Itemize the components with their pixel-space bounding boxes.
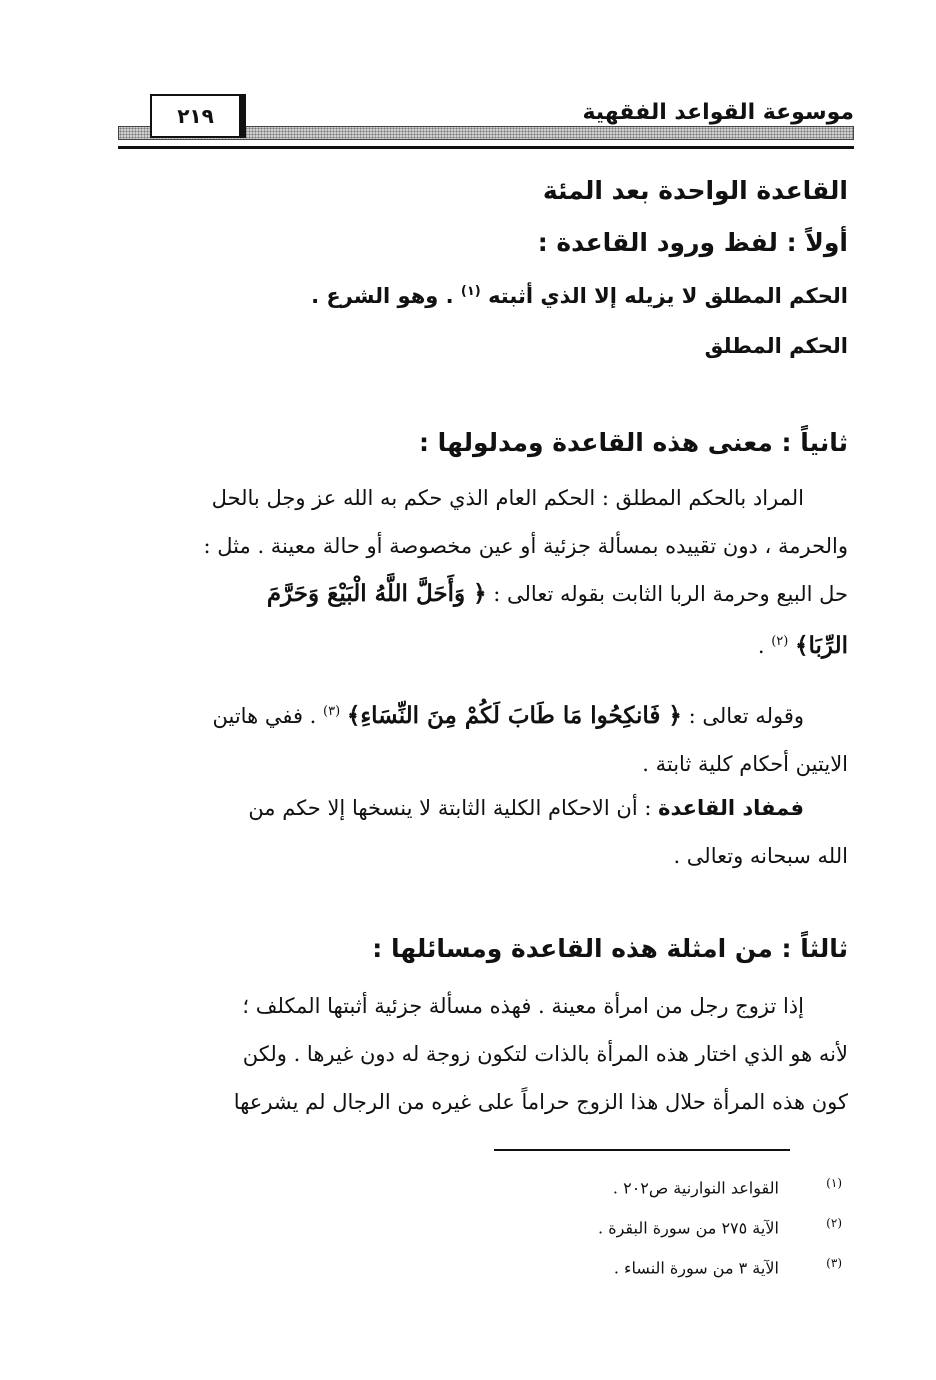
- rule-tail: . وهو الشرع .: [311, 284, 454, 308]
- book-title: موسوعة القواعد الفقهية: [582, 100, 854, 125]
- line-tail: .: [757, 634, 765, 658]
- rule-text: الحكم المطلق لا يزيله إلا الذي أثبته: [488, 284, 848, 308]
- text-line: المراد بالحكم المطلق : الحكم العام الذي حكم به الله عز وجل بالحل: [211, 486, 804, 510]
- section-1-heading: أولاً : لفظ ورود القاعدة :: [537, 228, 848, 257]
- section-2-paragraph-3: [103, 784, 848, 880]
- section-3-heading: ثالثاً : من امثلة هذه القاعدة ومسائلها :: [372, 934, 848, 963]
- section-2-paragraph-1: [103, 474, 848, 670]
- text-line: الايتين أحكام كلية ثابتة .: [642, 752, 848, 776]
- footnote-text: الآية ٢٧٥ من سورة البقرة .: [598, 1218, 779, 1238]
- text-line: [103, 688, 848, 740]
- footnote-ref-2: (٢): [771, 634, 789, 649]
- footnote-text: القواعد النوارنية ص٢٠٢ .: [612, 1178, 779, 1198]
- footnote-separator: [494, 1149, 790, 1151]
- text-line: [103, 570, 848, 618]
- footnote-2: [598, 1216, 842, 1237]
- header-rule: [118, 146, 854, 149]
- text-line: [103, 784, 848, 832]
- text-line: والحرمة ، دون تقييده بمسألة جزئية أو عين مخصوصة أو حالة معينة . مثل :: [203, 534, 848, 558]
- term-heading: الحكم المطلق: [704, 334, 848, 358]
- footnote-number: (١): [826, 1176, 842, 1190]
- footnote-1: [613, 1176, 842, 1197]
- text-run: : أن الاحكام الكلية الثابتة لا ينسخها إلا حكم من: [248, 796, 652, 820]
- keyword-label: فمفاد القاعدة: [658, 796, 804, 820]
- text-line: [103, 618, 848, 670]
- rule-statement: [311, 284, 848, 308]
- rule-heading: القاعدة الواحدة بعد المئة: [542, 176, 848, 205]
- text-line: إذا تزوج رجل من امرأة معينة . فهذه مسألة جزئية أثبتها المكلف ؛: [242, 994, 804, 1018]
- page-number: ٢١٩: [150, 94, 246, 138]
- text-line: لأنه هو الذي اختار هذه المرأة بالذات لتكون زوجة له دون غيرها . ولكن: [242, 1042, 848, 1066]
- section-2-paragraph-2: [103, 688, 848, 788]
- verse-intro: وقوله تعالى :: [688, 704, 804, 728]
- footnote-number: (٢): [826, 1216, 842, 1230]
- quran-verse: ﴿ وَأَحَلَّ اللَّهُ الْبَيْعَ وَحَرَّمَ: [266, 580, 487, 607]
- footnote-text: الآية ٣ من سورة النساء .: [613, 1258, 779, 1278]
- quran-verse: الرِّبَا﴾: [795, 632, 848, 659]
- footnote-3: [614, 1256, 842, 1277]
- footnote-ref-1: (١): [460, 284, 481, 299]
- line-tail: . ففي هاتين: [212, 704, 317, 728]
- footnote-ref-3: (٣): [323, 704, 341, 719]
- verse-intro: حل البيع وحرمة الربا الثابت بقوله تعالى :: [493, 582, 848, 606]
- text-line: الله سبحانه وتعالى .: [673, 844, 848, 868]
- footnote-number: (٣): [826, 1256, 842, 1270]
- quran-verse: ﴿ فَانكِحُوا مَا طَابَ لَكُمْ مِنَ النِّسَاءِ﴾: [346, 702, 682, 729]
- section-2-heading: ثانياً : معنى هذه القاعدة ومدلولها :: [418, 428, 848, 457]
- text-line: كون هذه المرأة حلال هذا الزوج حراماً على غيره من الرجال لم يشرعها: [233, 1090, 848, 1114]
- section-3-paragraph: [103, 982, 848, 1126]
